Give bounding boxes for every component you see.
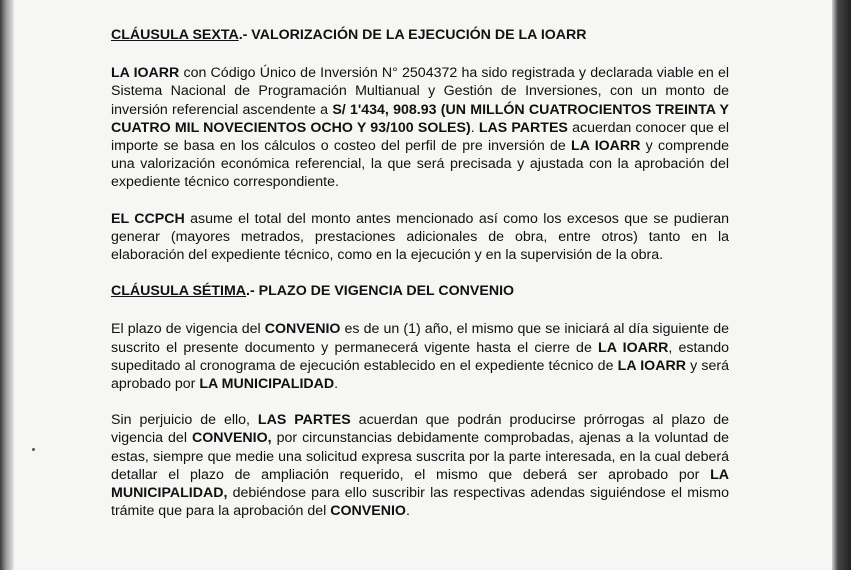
text-segment: LAS PARTES: [478, 119, 568, 136]
text-segment: por circunstancias debidamente comprobadas, ajenas a la voluntad de estas, siempre que medie una solicitud expresa suscrita por la parte interesada, en la cual deberá detallar el plazo de ampliación requerido, el mismo que deberá ser aprobado por: [111, 430, 729, 483]
text-segment: LA IOARR: [598, 339, 669, 356]
clausula-sexta-heading: [111, 26, 729, 44]
text-segment: CONVENIO: [330, 503, 406, 520]
text-segment: El plazo de vigencia del: [111, 321, 265, 338]
text-segment: es de un (1) año, el mismo que se iniciará al día siguiente de suscrito el presente documento y permanecerá vigente hasta el cierre de: [111, 321, 729, 356]
document-body: [111, 26, 729, 538]
text-segment: y será aprobado por: [111, 357, 730, 393]
text-segment: LA IOARR: [571, 138, 641, 155]
text-segment: debiéndose para ello suscribir las respectivas adendas siguiéndose el mismo trámite que para la aprobación del: [111, 485, 729, 520]
clausula-setima-paragraph-2: [111, 411, 729, 520]
text-segment: con Código Único de Inversión N° 2504372 ha sido registrada y declarada viable en el Sistema Nacional de Programación Multianual y Gestión de Inversiones, con un monto de inversión referencial ascendente a: [111, 65, 729, 118]
text-segment: LA MUNICIPALIDAD,: [111, 466, 729, 502]
clausula-sexta-title: .- VALORIZACIÓN DE LA EJECUCIÓN DE LA IOARR: [238, 27, 587, 43]
text-segment: LAS PARTES: [257, 412, 351, 429]
text-segment: acuerdan que podrán producirse prórrogas al plazo de vigencia del: [111, 412, 729, 447]
text-segment: acuerdan conocer que el importe se basa en los cálculos o costeo del perfil de pre inversión de: [111, 119, 730, 155]
scan-speck: [32, 448, 35, 451]
clausula-sexta-label: CLÁUSULA SEXTA: [111, 27, 239, 43]
text-segment: .: [405, 503, 410, 520]
text-segment: S/ 1'434, 908.93 (UN MILLÓN CUATROCIENTOS TREINTA Y CUATRO MIL NOVECIENTOS OCHO Y 93/100 SOLES): [111, 101, 729, 136]
clausula-setima-paragraph-1: [111, 320, 729, 393]
clausula-setima-title: .- PLAZO DE VIGENCIA DEL CONVENIO: [246, 283, 515, 300]
text-segment: y comprende una valorización económica referencial, la que será precisada y ajustada con la aprobación del expediente técnico correspondiente.: [111, 138, 729, 191]
text-segment: .: [470, 119, 479, 136]
text-segment: LA MUNICIPALIDAD: [199, 376, 335, 393]
text-segment: CONVENIO: [264, 321, 341, 338]
text-segment: Sin perjuicio de ello,: [111, 412, 258, 429]
clausula-setima-label: CLÁUSULA SÉTIMA: [111, 283, 247, 300]
text-segment: EL CCPCH: [111, 210, 185, 227]
text-segment: LA IOARR: [617, 357, 686, 374]
clausula-sexta-paragraph-1: [111, 64, 729, 191]
clausula-setima-heading: [111, 282, 729, 300]
text-segment: , estando supeditado al cronograma de ejecución establecido en el expediente técnico de: [111, 339, 729, 374]
text-segment: LA IOARR: [111, 65, 180, 82]
text-segment: asume el total del monto antes mencionado así como los excesos que se pudieran generar (mayores metrados, prestaciones adicionales de obra, entre otros) tanto en la elaboración del expediente técnico, como en la ejecución y en la supervisión de la obra.: [111, 210, 729, 264]
clausula-sexta-paragraph-2: [111, 210, 729, 265]
text-segment: CONVENIO,: [191, 430, 272, 447]
text-segment: .: [334, 376, 339, 393]
